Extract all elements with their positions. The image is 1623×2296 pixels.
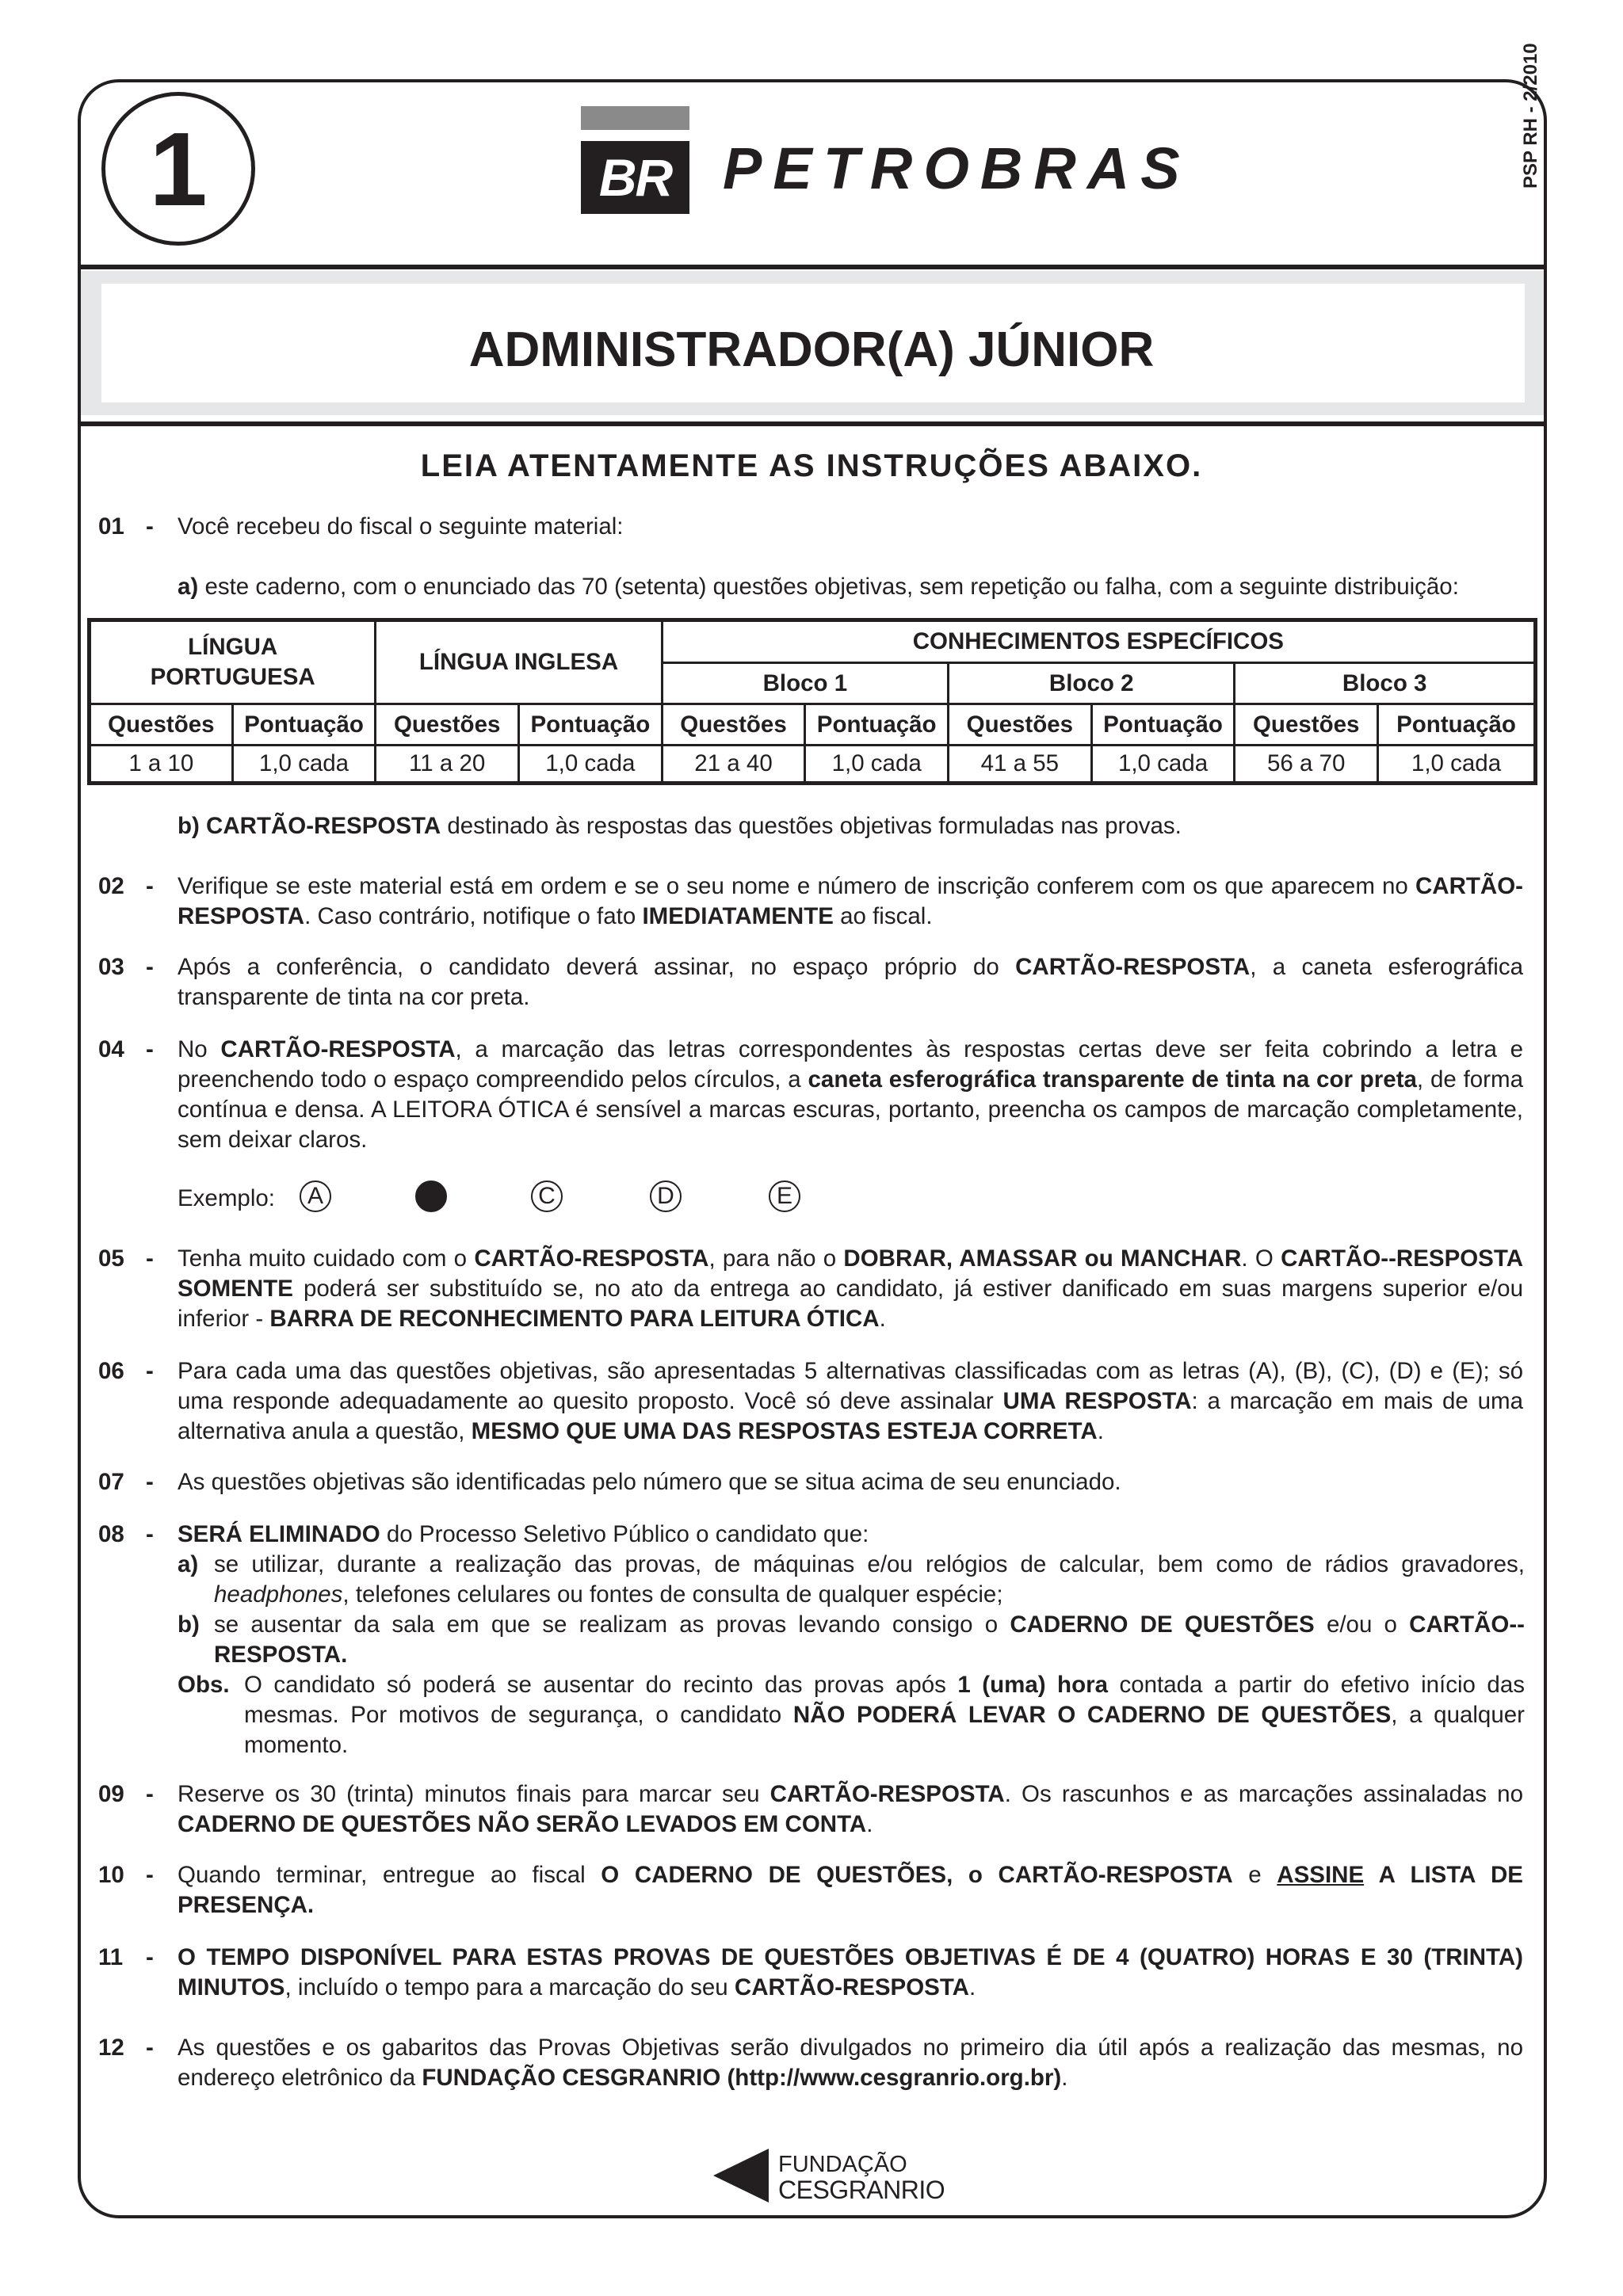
bold-text: CARTÃO--RESPOSTA. (214, 1611, 1525, 1668)
table-cell: 1,0 cada (519, 746, 663, 784)
text-run: : a marcação em mais de uma alternativa anula a questão, (178, 1388, 1523, 1444)
distribution-table (87, 618, 1537, 785)
text-run: , incluído o tempo para a marcação do seu (285, 1974, 735, 2000)
bold-text: FUNDAÇÃO CESGRANRIO (http://www.cesgranrio.org.br) (422, 2065, 1062, 2091)
item-number: 04 (98, 1036, 124, 1062)
sub-text: este caderno, com o enunciado das 70 (setenta) questões objetivas, sem repetição ou falha, com a seguinte distribuição: (204, 574, 1459, 600)
table-cell: 1,0 cada (1091, 746, 1235, 784)
table-cell: 1 a 10 (90, 746, 233, 784)
text-run: Após a conferência, o candidato deverá assinar, no espaço próprio do (178, 954, 1016, 980)
sub-text (244, 1670, 1525, 1760)
block-3: Bloco 3 (1235, 663, 1536, 704)
bold-text: CARTÃO--RESPOSTA SOMENTE (178, 1245, 1523, 1302)
example-bubble-c: C (531, 1180, 563, 1212)
table-cell: 11 a 20 (376, 746, 519, 784)
bold-text: CARTÃO-RESPOSTA (734, 1974, 969, 2000)
bold-text: 1 (uma) hora (957, 1672, 1108, 1698)
bold-text: BARRA DE RECONHECIMENTO PARA LEITURA ÓTICA (269, 1306, 880, 1332)
bold-text: A LISTA DE PRESENÇA. (178, 1862, 1523, 1918)
text-run: . (1097, 1418, 1104, 1444)
text-run: Reserve os 30 (trinta) minutos finais para marcar seu (178, 1781, 770, 1807)
bold-text: DOBRAR, AMASSAR ou MANCHAR (843, 1245, 1242, 1272)
item-number: 01 (98, 513, 124, 540)
item-dash: - (146, 1036, 154, 1062)
italic-text: headphones (214, 1581, 343, 1608)
bold-text: O TEMPO DISPONÍVEL PARA ESTAS PROVAS DE QUESTÕES OBJETIVAS É DE 4 (QUATRO) HORAS E 30 (TRINTA) MINUTOS (178, 1944, 1523, 2000)
bold-text: NÃO PODERÁ LEVAR O CADERNO DE QUESTÕES (792, 1702, 1392, 1728)
item-text (178, 1860, 1523, 1920)
text-run: O candidato só poderá se ausentar do recinto das provas após (244, 1672, 958, 1698)
table-header-row (90, 704, 1536, 746)
sub-text: destinado às respostas das questões objetivas formuladas nas provas. (441, 813, 1182, 839)
item-text (178, 2033, 1523, 2093)
text-run: poderá ser substituído se, no ato da entrega ao candidato, já estiver danificado em suas margens superior e/ou inferior - (178, 1276, 1523, 1332)
bold-text: CADERNO DE QUESTÕES NÃO SERÃO LEVADOS EM CONTA (178, 1811, 867, 1837)
brand-name: PETROBRAS (723, 135, 1191, 201)
item-number: 06 (98, 1358, 124, 1384)
page-title: ADMINISTRADOR(A) JÚNIOR (468, 322, 1155, 377)
item-dash: - (146, 1944, 154, 1970)
text-run: , a caneta esferográfica transparente de tinta na cor preta. (178, 954, 1523, 1010)
item-number: 08 (98, 1521, 124, 1547)
text-run: . Os rascunhos e as marcações assinaladas no (1004, 1781, 1523, 1807)
text-run: Quando terminar, entregue ao fiscal (178, 1862, 601, 1888)
item-text (178, 1779, 1523, 1840)
text-run: , telefones celulares ou fontes de consulta de qualquer espécie; (342, 1581, 1003, 1608)
bold-text: CARTÃO-RESPOSTA (474, 1245, 709, 1272)
logo-mark: BR (598, 148, 672, 207)
footer-line-2: CESGRANRIO (778, 2176, 945, 2204)
bold-text: IMEDIATAMENTE (642, 903, 834, 929)
item-number: 02 (98, 873, 124, 899)
item-text (178, 1244, 1523, 1334)
footer-line-1: FUNDAÇÃO (778, 2152, 907, 2177)
logo-top-bar (581, 106, 689, 130)
instructions-heading: LEIA ATENTAMENTE AS INSTRUÇÕES ABAIXO. (420, 448, 1203, 483)
item-dash: - (146, 1521, 154, 1547)
underlined-text: ASSINE (1277, 1862, 1365, 1888)
bold-text: CARTÃO-RESPOSTA (1015, 954, 1251, 980)
item-dash: - (146, 1862, 154, 1888)
title-divider (81, 421, 1544, 426)
exam-number: 1 (149, 110, 208, 227)
item-dash: - (146, 954, 154, 980)
text-run: As questões e os gabaritos das Provas Objetivas serão divulgados no primeiro dia útil após a realização das mesmas, no endereço eletrônico da (178, 2035, 1523, 2091)
table-cell: 21 a 40 (662, 746, 805, 784)
text-run: , para não o (708, 1245, 844, 1272)
item-number: 03 (98, 954, 124, 980)
group-conhecimentos-especificos: CONHECIMENTOS ESPECÍFICOS (662, 620, 1535, 663)
bold-text: O CADERNO DE QUESTÕES, o CARTÃO-RESPOSTA (601, 1862, 1233, 1888)
exam-code: PSP RH - 2/2010 (1520, 43, 1541, 189)
item-dash: - (146, 513, 154, 540)
col-header-questoes: Questões (949, 704, 1092, 746)
table-cell: 1,0 cada (232, 746, 376, 784)
text-run: do Processo Seletivo Público o candidato que: (380, 1521, 869, 1547)
col-header-pontuacao: Pontuação (1378, 704, 1536, 746)
col-header-pontuacao: Pontuação (519, 704, 663, 746)
col-header-questoes: Questões (90, 704, 233, 746)
exam-number-badge (101, 92, 255, 246)
block-2: Bloco 2 (949, 663, 1235, 704)
cesgranrio-logo-icon (713, 2149, 769, 2203)
sub-label: b) (178, 1611, 200, 1638)
item-text (178, 871, 1523, 932)
example-bubble-b-filled (415, 1180, 447, 1212)
col-header-questoes: Questões (1235, 704, 1378, 746)
example-label: Exemplo: (178, 1185, 275, 1211)
item-dash: - (146, 1245, 154, 1272)
item-number: 05 (98, 1245, 124, 1272)
table-cell: 41 a 55 (949, 746, 1092, 784)
text-run: Tenha muito cuidado com o (178, 1245, 475, 1272)
text-run: . O (1241, 1245, 1281, 1272)
table-row (90, 746, 1536, 784)
item-dash: - (146, 1469, 154, 1495)
text-run: se utilizar, durante a realização das provas, de máquinas e/ou relógios de calcular, bem como de rádios gravadores, (214, 1551, 1525, 1577)
text-run: , a qualquer momento. (244, 1702, 1525, 1758)
text-run: . (969, 1974, 976, 2000)
text-run: . (866, 1811, 873, 1837)
text-run: se ausentar da sala em que se realizam as provas levando consigo o (214, 1611, 1010, 1638)
text-run: e/ou o (1314, 1611, 1410, 1638)
text-run: . (1061, 2065, 1068, 2091)
item-number: 09 (98, 1781, 124, 1807)
instruction-01-b (178, 811, 1525, 841)
item-number: 12 (98, 2035, 124, 2061)
bold-text: CARTÃO-RESPOSTA (206, 813, 441, 839)
group-lingua-inglesa: LÍNGUA INGLESA (376, 620, 662, 704)
item-dash: - (146, 873, 154, 899)
text-run: . Caso contrário, notifique o fato (304, 903, 643, 929)
table-cell: 56 a 70 (1235, 746, 1378, 784)
text-run: Para cada uma das questões objetivas, são apresentadas 5 alternativas classificadas com as letras (A), (B), (C), (D) e (E); só uma responde adequadamente ao quesito proposto. Você só deve assinalar (178, 1358, 1523, 1414)
bold-text: CARTÃO-RESPOSTA (220, 1036, 456, 1062)
item-text: Você recebeu do fiscal o seguinte material: (178, 513, 624, 540)
instruction-01-a (178, 572, 1525, 602)
bold-text: SERÁ ELIMINADO (178, 1521, 380, 1547)
item-text (178, 1943, 1523, 2003)
bold-text: caneta esferográfica transparente de tinta na cor preta (808, 1066, 1417, 1093)
text-run: e (1232, 1862, 1277, 1888)
col-header-questoes: Questões (376, 704, 519, 746)
item-dash: - (146, 2035, 154, 2061)
bold-text: CARTÃO-RESPOSTA (178, 873, 1523, 929)
bold-text: UMA RESPOSTA (1002, 1388, 1192, 1414)
sub-label: b) (178, 813, 200, 839)
item-dash: - (146, 1781, 154, 1807)
text-run: , de forma contínua e densa. A LEITORA ÓTICA é sensível a marcas escuras, portanto, preencha os campos de marcação completamente, sem deixar claros. (178, 1066, 1523, 1153)
item-number: 10 (98, 1862, 124, 1888)
bold-text: MESMO QUE UMA DAS RESPOSTAS ESTEJA CORRETA (471, 1418, 1098, 1444)
item-text (178, 1520, 1523, 1550)
col-header-questoes: Questões (662, 704, 805, 746)
item-dash: - (146, 1358, 154, 1384)
cesgranrio-logo (713, 2145, 945, 2209)
item-text (178, 1356, 1523, 1447)
sub-text (214, 1550, 1525, 1610)
example-bubble-a: A (300, 1180, 331, 1212)
text-run: No (178, 1036, 221, 1062)
text-run: contada a partir do efetivo início das mesmas. Por motivos de segurança, o candidato (244, 1672, 1525, 1728)
table-cell: 1,0 cada (1378, 746, 1536, 784)
sub-text (214, 1610, 1525, 1670)
item-text: As questões objetivas são identificadas pelo número que se situa acima de seu enunciado. (178, 1469, 1121, 1495)
item-text (178, 952, 1523, 1013)
group-lingua-portuguesa: LÍNGUA PORTUGUESA (90, 620, 376, 704)
example-bubble-e: E (769, 1180, 800, 1212)
col-header-pontuacao: Pontuação (805, 704, 949, 746)
text-run: . (879, 1306, 886, 1332)
col-header-pontuacao: Pontuação (1091, 704, 1235, 746)
petrobras-logo-icon (581, 141, 689, 214)
sub-label: a) (178, 1551, 199, 1577)
item-number: 11 (98, 1944, 124, 1970)
sub-label: a) (178, 574, 199, 600)
block-1: Bloco 1 (662, 663, 948, 704)
col-header-pontuacao: Pontuação (232, 704, 376, 746)
header-divider (81, 265, 1544, 269)
text-run: , a marcação das letras correspondentes às respostas certas deve ser feita cobrindo a letra e preenchendo todo o espaço compreendido pelos círculos, a (178, 1036, 1523, 1093)
item-number: 07 (98, 1469, 124, 1495)
text-run: Verifique se este material está em ordem e se o seu nome e número de inscrição conferem com os que aparecem no (178, 873, 1415, 899)
bold-text: CARTÃO-RESPOSTA (769, 1781, 1005, 1807)
text-run: ao fiscal. (833, 903, 933, 929)
bold-text: CADERNO DE QUESTÕES (1010, 1611, 1315, 1638)
sub-label: Obs. (178, 1672, 230, 1698)
table-cell: 1,0 cada (805, 746, 949, 784)
item-text (178, 1035, 1523, 1155)
example-bubble-d: D (650, 1180, 682, 1212)
